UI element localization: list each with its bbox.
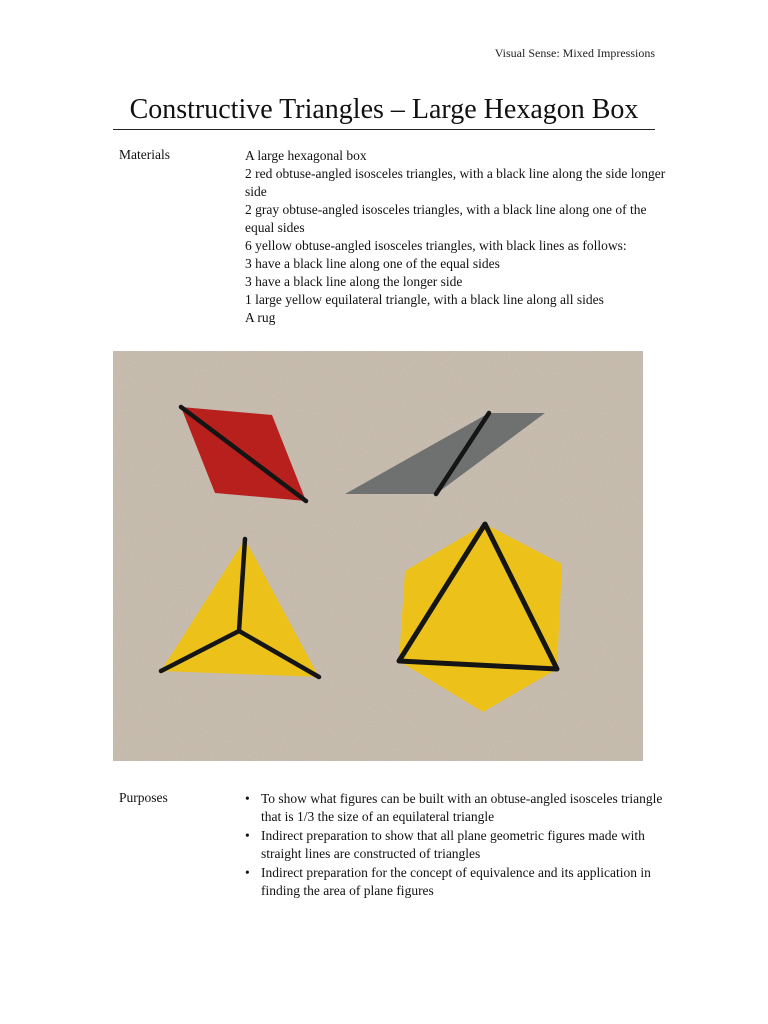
purposes-label: Purposes	[119, 790, 168, 805]
header-note: Visual Sense: Mixed Impressions	[494, 46, 655, 60]
materials-label: Materials	[119, 147, 170, 162]
materials-item: A rug	[245, 310, 276, 325]
purpose-item: • Indirect preparation to show that all plane geometric figures made with straight lines are constructed of triangles	[245, 827, 685, 863]
materials-item: 3 have a black line along one of the equal sides	[245, 256, 500, 271]
purpose-item: • To show what figures can be built with an obtuse-angled isosceles triangle that is 1/3 the size of an equilateral triangle	[245, 790, 685, 826]
materials-item: 3 have a black line along the longer side	[245, 274, 463, 289]
materials-item: 2 red obtuse-angled isosceles triangles, with a black line along the side longer side	[245, 166, 666, 199]
materials-item: A large hexagonal box	[245, 148, 367, 163]
triangles-photo-svg	[113, 351, 643, 761]
materials-item: 2 gray obtuse-angled isosceles triangles, with a black line along one of the equal sides	[245, 202, 647, 235]
triangles-photo	[113, 351, 643, 761]
purposes-list	[245, 790, 685, 901]
purpose-item: • Indirect preparation for the concept of equivalence and its application in finding the area of plane figures	[245, 864, 685, 900]
page-title: Constructive Triangles – Large Hexagon Box	[113, 92, 655, 130]
materials-item: 6 yellow obtuse-angled isosceles triangles, with black lines as follows:	[245, 238, 627, 253]
materials-list	[245, 147, 675, 327]
materials-item: 1 large yellow equilateral triangle, with a black line along all sides	[245, 292, 604, 307]
